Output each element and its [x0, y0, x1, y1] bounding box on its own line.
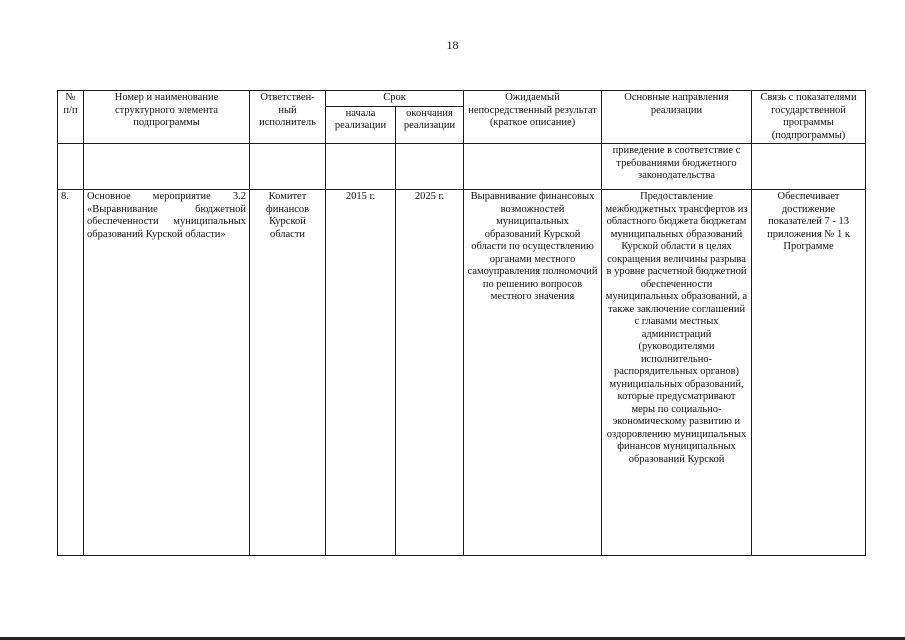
header-link: Связь с показателями государственной программы (подпрограммы) [752, 91, 866, 144]
cell-empty [752, 144, 866, 190]
header-directions: Основные направления реализации [602, 91, 752, 144]
header-term: Срок [326, 91, 464, 107]
header-name: Номер и наименование структурного элемента подпрограммы [84, 91, 250, 144]
cell-empty [464, 144, 602, 190]
cell-name: Основное мероприятие 3.2 «Выравнивание бюджетной обеспеченности муниципальных образований Курской области» [84, 190, 250, 556]
cell-empty [58, 144, 84, 190]
cell-empty [84, 144, 250, 190]
header-term-end: окончания реализации [396, 106, 464, 144]
header-result: Ожидаемый непосредственный результат (краткое описание) [464, 91, 602, 144]
cell-empty [250, 144, 326, 190]
cell-empty [326, 144, 396, 190]
header-num: № п/п [58, 91, 84, 144]
table-row-continuation [58, 144, 866, 190]
cell-executor: Комитет финансов Курской области [250, 190, 326, 556]
header-term-start: начала реализации [326, 106, 396, 144]
header-executor: Ответствен-ный исполнитель [250, 91, 326, 144]
page-number: 18 [446, 38, 459, 52]
cell-result: Выравнивание финансовых возможностей муниципальных образований Курской области по осуществлению органами местного самоуправления полномочий по решению вопросов местного значения [464, 190, 602, 556]
cell-directions-continuation: приведение в соответствие с требованиями бюджетного законодательства [602, 144, 752, 190]
cell-directions: Предоставление межбюджетных трансфертов из областного бюджета бюджетам муниципальных образований Курской области в целях сокращения величины разрыва в уровне расчетной бюджетной обеспеченности муниципальных образований, а также заключение соглашений с главами местных администраций (руководителями исполнительно-распорядительных органов) муниципальных образований, которые предусматривают меры по социально-экономическому развитию и оздоровлению муниципальных финансов муниципальных образований Курской [602, 190, 752, 556]
table-header-row [58, 91, 866, 107]
cell-num: 8. [58, 190, 84, 556]
cell-empty [396, 144, 464, 190]
cell-start: 2015 г. [326, 190, 396, 556]
table-row-8 [58, 190, 866, 556]
implementation-plan-table [57, 90, 866, 556]
cell-link: Обеспечивает достижение показателей 7 - 13 приложения № 1 к Программе [752, 190, 866, 556]
cell-end: 2025 г. [396, 190, 464, 556]
